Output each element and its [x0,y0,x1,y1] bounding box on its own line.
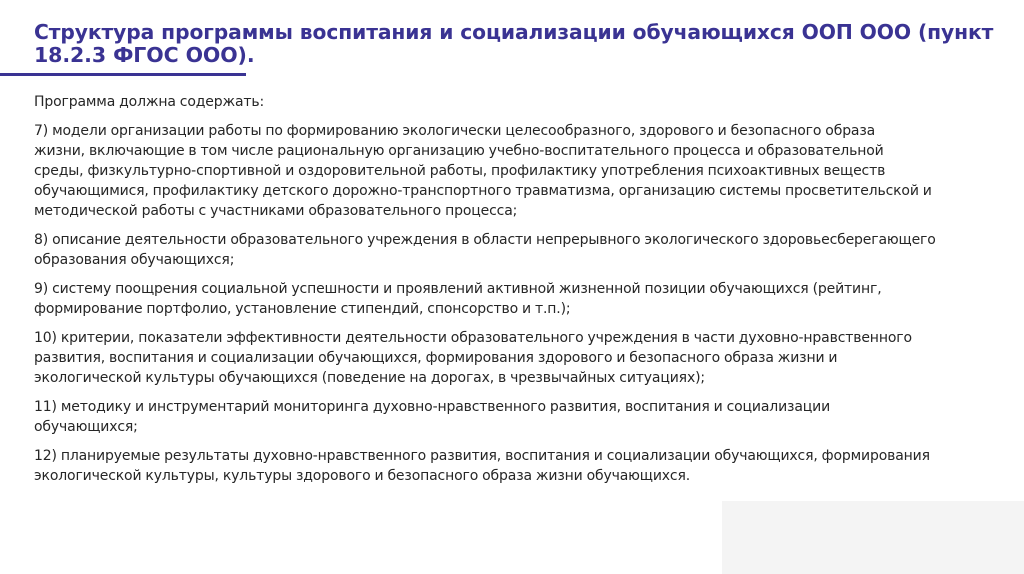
list-item-9 [34,279,1009,319]
list-item-line: 9) систему поощрения социальной успешности и проявлений активной жизненной позиции обучающихся (рейтинг, [34,281,882,297]
list-item-line: среды, физкультурно-спортивной и оздоровительной работы, профилактику употребления психоактивных веществ [34,163,886,179]
intro-paragraph [34,92,1009,112]
list-item-10 [34,328,1009,388]
list-item-line: методической работы с участниками образовательного процесса; [34,203,518,219]
list-item-line: 7) модели организации работы по формированию экологически целесообразного, здорового и безопасного образа [34,123,876,139]
list-item-line: экологической культуры, культуры здорового и безопасного образа жизни обучающихся. [34,468,691,484]
list-item-line: 12) планируемые результаты духовно-нравственного развития, воспитания и социализации обучающихся, формирования [34,448,930,464]
list-item-line: 8) описание деятельности образовательного учреждения в области непрерывного экологического здоровьесберегающего [34,232,936,248]
slide-title-line: 18.2.3 ФГОС ООО). [34,43,255,67]
list-item-line: формирование портфолио, установление стипендий, спонсорство и т.п.); [34,301,571,317]
intro-text: Программа должна содержать: [34,94,265,110]
list-item-line: образования обучающихся; [34,252,235,268]
list-item-12 [34,446,1009,486]
list-item-11 [34,397,1009,437]
title-underline [0,73,246,76]
slide-title-line: Структура программы воспитания и социализации обучающихся ООП ООО (пункт [34,20,994,44]
list-item-line: 11) методику и инструментарий мониторинга духовно-нравственного развития, воспитания и социализации [34,399,831,415]
list-item-line: жизни, включающие в том числе рациональную организацию учебно-воспитательного процесса и образовательной [34,143,884,159]
list-item-line: обучающимися, профилактику детского дорожно-транспортного травматизма, организацию системы просветительской и [34,183,932,199]
corner-panel [722,501,1024,574]
list-item-line: развития, воспитания и социализации обучающихся, формирования здорового и безопасного образа жизни и [34,350,838,366]
list-item-line: экологической культуры обучающихся (поведение на дорогах, в чрезвычайных ситуациях); [34,370,705,386]
list-item-8 [34,230,1009,270]
slide-title [34,21,994,67]
list-item-line: 10) критерии, показатели эффективности деятельности образовательного учреждения в части духовно-нравственного [34,330,912,346]
slide-body [34,92,1009,495]
list-item-7 [34,121,1009,221]
list-item-line: обучающихся; [34,419,138,435]
